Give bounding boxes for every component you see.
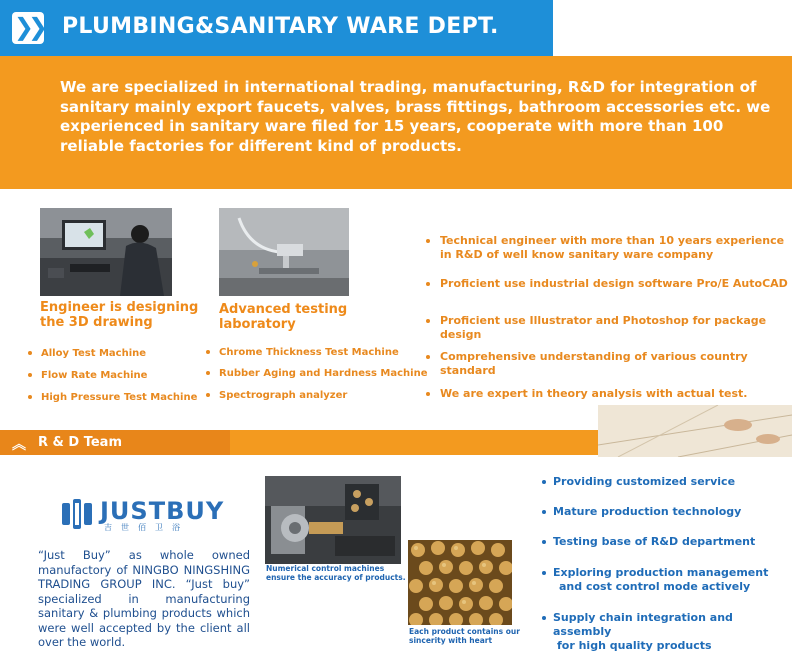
list-item-label: Flow Rate Machine [41,370,148,381]
justbuy-logo-icon [60,497,94,531]
list-item-label: Mature production technology [553,505,742,518]
list-item [440,234,784,262]
bullet-icon [426,355,430,359]
caption-line: Each product contains our [409,627,520,636]
bullet-icon [28,351,32,355]
list-item [440,314,792,342]
list-item [28,392,197,403]
list-item-label: Comprehensive understanding of various country standard [440,350,748,377]
list-item [440,387,747,401]
list-item-label: Proficient use Illustrator and Photoshop for package design [440,314,767,341]
logo-subtitle: 吉世佰卫浴 [104,523,189,532]
list-item-label: Rubber Aging and Hardness Machine [219,368,428,379]
engineer-caption [40,300,198,330]
list-item [28,370,147,381]
bullet-icon [542,510,546,514]
chevron-up-icon: ︽ [12,437,26,453]
caption-line: ensure the accuracy of products. [266,573,406,582]
list-item-label: Testing base of R&D department [553,535,756,548]
list-item-label: Providing customized service [553,475,736,488]
bullet-icon [28,395,32,399]
list-item-label: Alloy Test Machine [41,348,147,359]
caption-line: Numerical control machines [266,564,385,573]
bullet-icon [206,393,210,397]
page-title: PLUMBING&SANITARY WARE DEPT. [62,14,499,39]
bullet-icon [28,373,32,377]
list-item [206,368,428,379]
caption-line: the 3D drawing [40,315,153,330]
bullet-icon [542,540,546,544]
list-item [440,350,792,378]
list-item [206,390,347,401]
list-item-label: Chrome Thickness Test Machine [219,347,399,358]
list-item-label: Exploring production management [553,566,769,579]
list-item [206,347,399,358]
list-item-label: We are expert in theory analysis with actual test. [440,387,748,400]
testing-caption [219,302,347,332]
list-item [553,566,768,594]
bullet-icon [206,350,210,354]
list-item [553,611,792,653]
list-item [553,505,741,519]
bullet-icon [542,571,546,575]
list-item [28,348,146,359]
blueprint-photo [598,405,792,457]
intro-text: We are specialized in international trading, manufacturing, R&D for integration of sanitary mainly export faucets, valves, brass fittings, bathroom accessories etc. we experienced in sanitary ware filed for 15 years, cooperate with more than 100 reliable factories for different kind of products. [60,78,771,155]
bullet-icon [542,616,546,620]
bullet-icon [426,319,430,323]
fittings-caption [409,627,520,645]
justbuy-logo [60,497,240,533]
bullet-icon [206,371,210,375]
caption-line: Advanced testing [219,302,348,317]
bullet-icon [426,239,430,243]
caption-line: sincerity with heart [409,636,493,645]
list-item [553,535,755,549]
about-text: “Just Buy” as whole owned manufactory of NINGBO NINGSHING TRADING GROUP INC. “Just buy” specialized in manufacturing sanitary & plumbing products which were well accepted by the client all over the world. [38,548,250,649]
list-item-label: High Pressure Test Machine [41,392,198,403]
testing-lab-photo [219,208,349,296]
brass-fittings-photo [408,540,512,625]
bullet-icon [542,480,546,484]
list-item-label: for high quality products [557,639,712,652]
cnc-machine-photo [265,476,401,564]
bullet-icon [426,392,430,396]
engineer-photo [40,208,172,296]
list-item [553,475,735,489]
list-item-label: Technical engineer with more than 10 years experience [440,234,785,247]
rd-team-title: R & D Team [38,435,122,450]
list-item-label: Proficient use industrial design software Pro/E AutoCAD [440,277,788,290]
list-item [440,277,788,291]
caption-line: Engineer is designing [40,300,199,315]
list-item-label: and cost control mode actively [559,580,751,593]
cnc-caption [266,564,406,582]
double-chevron-icon: ❯❯ [12,12,44,44]
logo-wordmark: JUSTBUY [100,497,225,525]
caption-line: laboratory [219,317,296,332]
list-item-label: in R&D of well know sanitary ware company [440,248,714,261]
list-item-label: Spectrograph analyzer [219,390,348,401]
list-item-label: Supply chain integration and assembly [553,611,733,638]
intro-panel [0,56,792,189]
bullet-icon [426,282,430,286]
